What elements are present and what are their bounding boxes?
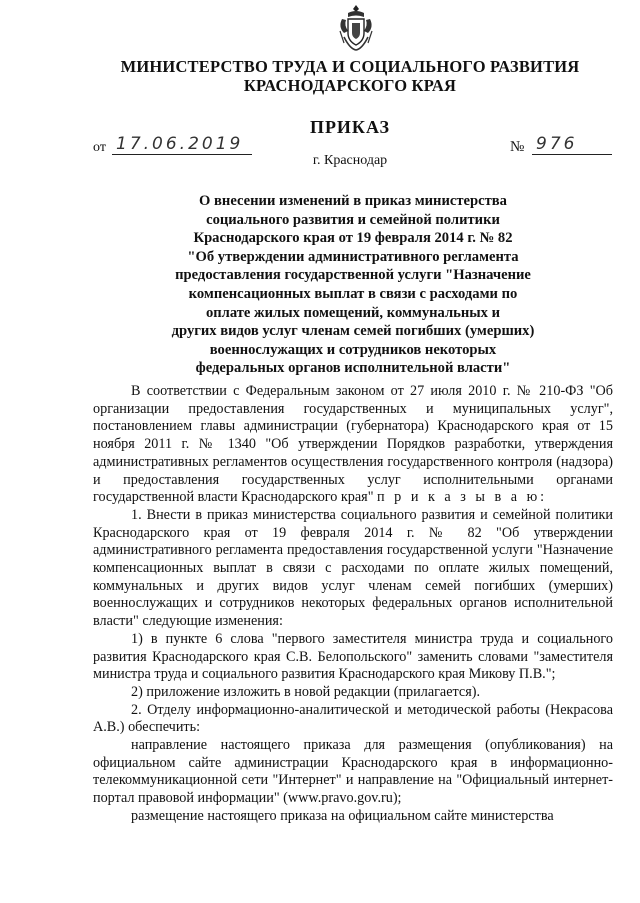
number-prefix: № [510,139,525,155]
heading-line: О внесении изменений в приказ министерства [199,193,507,209]
ministry-name [60,57,640,95]
ministry-line-2: КРАСНОДАРСКОГО КРАЯ [243,76,457,95]
body-paragraph: направление настоящего приказа для размещения (опубликования) на официальном сайте администрации Краснодарского края в информационно-телекоммуникационной сети "Интернет" и направление на "Официальный интернет-портал правовой информации" (www.pravo.gov.ru); [93,737,613,807]
order-verb: п р и к а з ы в а ю: [377,489,548,506]
order-body [93,383,613,826]
heading-line: предоставления государственной услуги "Назначение [175,267,531,284]
order-heading [110,192,596,378]
body-paragraph: 2) приложение изложить в новой редакции (прилагается). [131,683,480,700]
city: г. Краснодар [312,153,388,168]
coat-of-arms-icon [336,3,376,53]
body-paragraph: 2. Отделу информационно-аналитической и методической работы (Некрасова А.В.) обеспечить: [93,701,613,736]
order-date: 17.06.2019 [112,134,252,155]
date-prefix: от [93,140,106,155]
heading-line: военнослужащих и сотрудников некоторых [209,341,497,358]
heading-line: "Об утверждении административного регламента [187,248,519,265]
heading-line: Краснодарского края от 19 февраля 2014 г. № 82 [193,230,513,247]
body-paragraph: 1. Внести в приказ министерства социального развития и семейной политики Краснодарского края от 19 февраля 2014 г. № 82 "Об утверждении административного регламента предоставления государственной услуги "Назначение компенсационных выплат в связи с расходами по оплате жилых помещений, коммунальных и других видов услуг членам семей погибших (умерших) военнослужащих и сотрудников некоторых федеральных органов исполнительной власти" следующие изменения: [93,506,613,630]
ministry-line-1: МИНИСТЕРСТВО ТРУДА И СОЦИАЛЬНОГО РАЗВИТИЯ [120,57,580,76]
body-text: В соответствии с Федеральным законом от 27 июля 2010 г. № 210-ФЗ "Об организации предоставления государственных и муниципальных услуг", постановлением главы администрации (губернатора) Краснодарского края от 15 ноября 2011 г. № 1340 "Об утверждении Порядков разработки, утверждения административных регламентов осуществления государственного контроля (надзора) и предоставления государственных услуг исполнительными органами государственной власти Краснодарского края" [93,383,613,506]
heading-line: федеральных органов исполнительной власти" [195,360,511,377]
body-paragraph: 1) в пункте 6 слова "первого заместителя министра труда и социального развития Краснодарского края С.В. Белопольского" заменить словами "заместителя министра труда и социального развития Краснодарского края Микову П.В."; [93,630,613,683]
order-number: 976 [532,134,612,155]
order-title: ПРИКАЗ [309,117,391,137]
heading-line: других видов услуг членам семей погибших (умерших) [171,323,535,340]
body-paragraph: размещение настоящего приказа на официальном сайте министерства [131,807,554,824]
heading-line: оплате жилых помещений, коммунальных и [205,304,501,321]
heading-line: компенсационных выплат в связи с расходами по [188,285,518,302]
heading-line: социального развития и семейной политики [206,211,500,228]
body-paragraph [93,383,613,507]
